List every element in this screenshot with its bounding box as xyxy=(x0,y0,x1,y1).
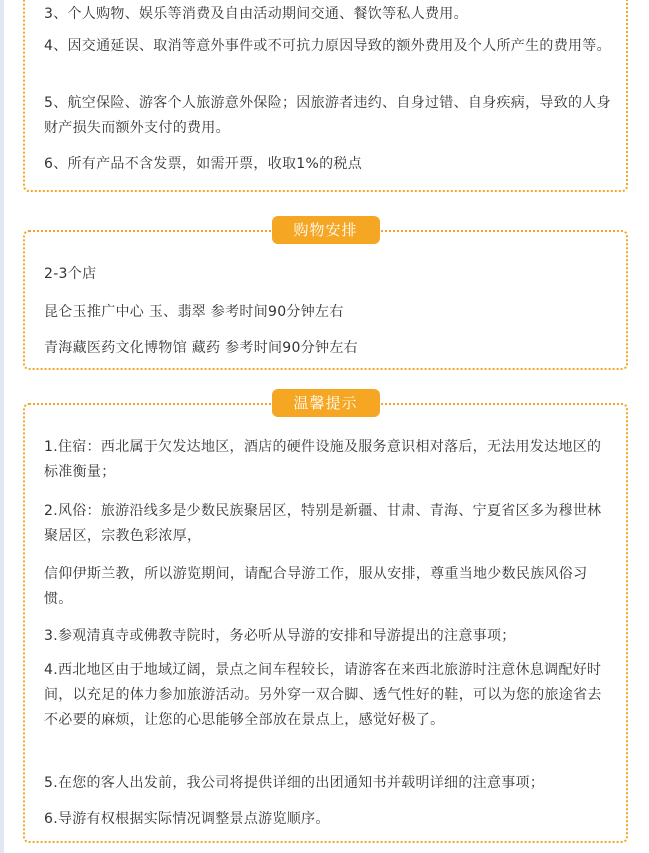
tips-title: 温馨提示 xyxy=(272,389,380,417)
left-edge-strip xyxy=(0,0,4,853)
shopping-store-count: 2-3个店 xyxy=(44,266,97,282)
shopping-store-2: 青海藏医药文化博物馆 藏药 参考时间90分钟左右 xyxy=(44,340,358,356)
tip-item-4: 4.西北地区由于地域辽阔，景点之间车程较长，请游客在来西北旅游时注意休息调配好时间，以充足的体力参加旅游活动。另外穿一双合脚、透气性好的鞋，可以为您的旅途省去不必要的麻烦，让您的心思能够全部放在景点上，感觉好极了。 xyxy=(44,662,602,728)
fee-item-3: 3、个人购物、娱乐等消费及自由活动期间交通、餐饮等私人费用。 xyxy=(44,6,468,22)
tip-item-3: 3.参观清真寺或佛教寺院时，务必听从导游的安排和导游提出的注意事项； xyxy=(44,628,516,644)
tip-item-2-continued: 信仰伊斯兰教，所以游览期间，请配合导游工作，服从安排，尊重当地少数民族风俗习惯。 xyxy=(44,566,588,607)
shopping-store-1: 昆仑玉推广中心 玉、翡翠 参考时间90分钟左右 xyxy=(44,304,344,320)
tip-item-5: 5.在您的客人出发前，我公司将提供详细的出团通知书并载明详细的注意事项； xyxy=(44,775,545,791)
tip-item-6: 6.导游有权根据实际情况调整景点游览顺序。 xyxy=(44,811,330,827)
shopping-section xyxy=(23,221,628,370)
fee-item-6: 6、所有产品不含发票，如需开票，收取1%的税点 xyxy=(44,156,363,172)
tips-section xyxy=(23,394,628,843)
shopping-title: 购物安排 xyxy=(272,216,380,244)
fee-exclusions-section xyxy=(23,0,628,192)
fee-item-4: 4、因交通延误、取消等意外事件或不可抗力原因导致的额外费用及个人所产生的费用等。 xyxy=(44,38,611,54)
fee-item-5: 5、航空保险、游客个人旅游意外保险；因旅游者违约、自身过错、自身疾病，导致的人身财产损失而额外支付的费用。 xyxy=(44,95,611,136)
tip-item-1: 1.住宿：西北属于欠发达地区，酒店的硬件设施及服务意识相对落后，无法用发达地区的标准衡量； xyxy=(44,439,602,480)
tip-item-2: 2.风俗：旅游沿线多是少数民族聚居区，特别是新疆、甘肃、青海、宁夏省区多为穆世林聚居区，宗教色彩浓厚， xyxy=(44,503,602,544)
